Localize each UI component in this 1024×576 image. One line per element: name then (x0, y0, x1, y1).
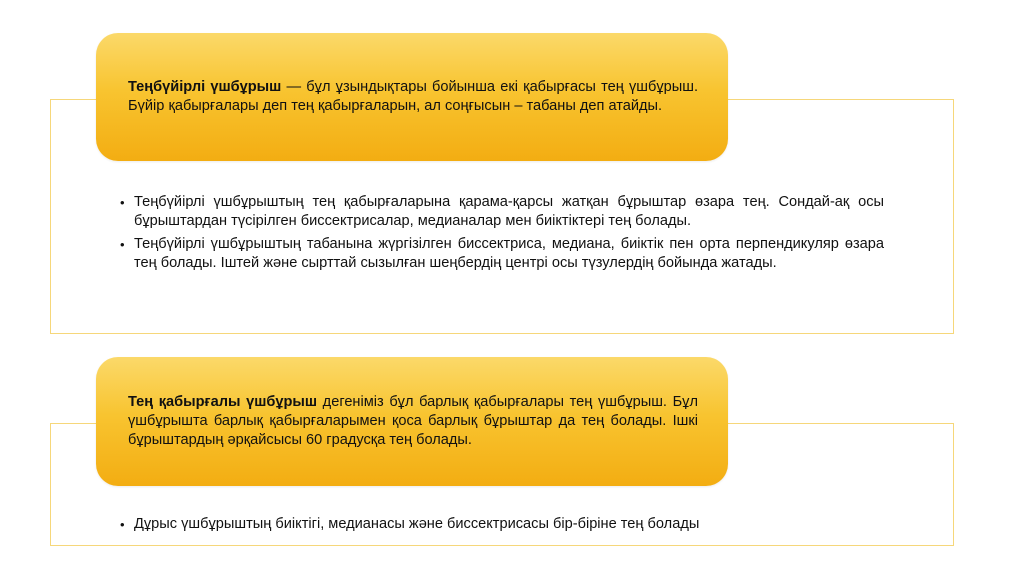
definition-callout-equilateral (96, 357, 728, 486)
definition-body-isosceles: — бұл ұзындықтары бойынша екі қабырғасы тең үшбұрыш. Бүйір қабырғалары деп тең қабырғаларын, ал соңғысын – табаны деп атайды. (128, 79, 698, 114)
list-item: • Теңбүйірлі үшбұрыштың табанына жүргізілген биссектриса, медиана, биіктік пен орта перпендикуляр өзара тең болады. Іштей және сырттай сызылған шеңбердің центрі осы түзулердің бойында жатады. (120, 236, 884, 271)
term-equilateral: Тең қабырғалы үшбұрыш (128, 394, 318, 410)
bullet-icon: • (120, 195, 125, 210)
list-item: • Теңбүйірлі үшбұрыштың тең қабырғаларына қарама-қарсы жатқан бұрыштар өзара тең. Сондай-ақ осы бұрыштардан түсірілген биссектрисалар, медианалар мен биіктіктері тең болады. (120, 194, 884, 229)
definition-text-equilateral (128, 393, 698, 450)
bullet-icon: • (120, 517, 125, 532)
bullet-icon: • (120, 237, 125, 252)
list-item: • Дұрыс үшбұрыштың биіктігі, медианасы және биссектрисасы бір-біріне тең болады (120, 516, 700, 532)
term-isosceles: Теңбүйірлі үшбұрыш (128, 79, 282, 95)
properties-list-isosceles (120, 193, 884, 277)
definition-callout-isosceles (96, 33, 728, 161)
properties-list-equilateral (120, 515, 884, 538)
definition-text-isosceles (128, 78, 698, 116)
definition-body-equilateral: дегеніміз бұл барлық қабырғалары тең үшбұрыш. Бұл үшбұрышта барлық қабырғаларымен қоса барлық бұрыштар да тең болады. Ішкі бұрыштардың әрқайсысы 60 градусқа тең болады. (128, 394, 698, 448)
